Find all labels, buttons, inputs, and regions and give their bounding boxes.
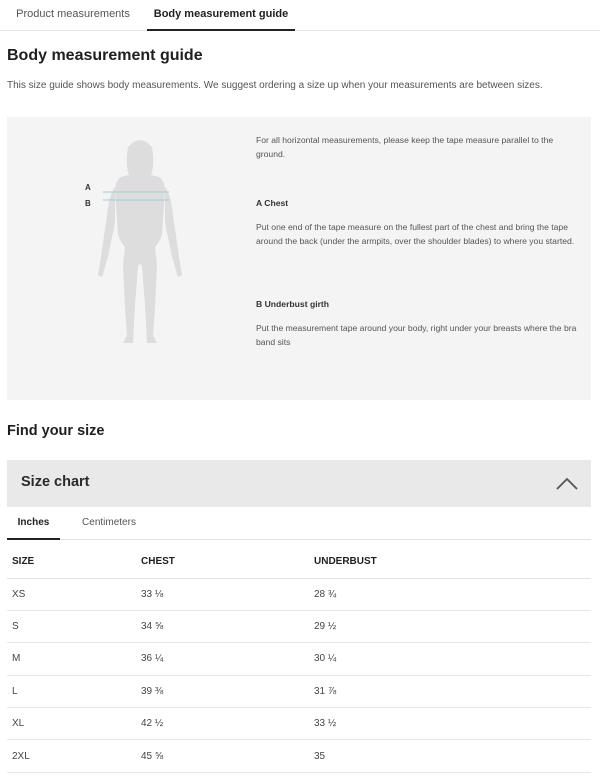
underbust-cell: 30 ¼ xyxy=(309,643,591,675)
chest-cell: 42 ½ xyxy=(136,708,309,740)
size-chart-accordion-header[interactable] xyxy=(7,460,591,507)
underbust-title: B Underbust girth xyxy=(256,299,330,309)
underbust-instructions: Put the measurement tape around your body, right under your breasts where the bra band sits xyxy=(256,323,577,347)
column-header-size: SIZE xyxy=(7,545,136,578)
size-cell: XS xyxy=(7,578,136,610)
chest-cell: 36 ¼ xyxy=(136,643,309,675)
marker-a-label: A xyxy=(85,183,91,192)
chest-title: A Chest xyxy=(256,198,289,208)
top-tab-bar xyxy=(0,0,600,31)
table-row xyxy=(7,675,591,707)
body-silhouette-icon xyxy=(85,135,195,350)
chest-instructions: Put one end of the tape measure on the fullest part of the chest and bring the tape around the back (under the armpits, over the shoulder blades) to where you started. xyxy=(256,222,575,246)
underbust-cell: 29 ½ xyxy=(309,610,591,642)
table-row xyxy=(7,610,591,642)
measurement-guide-panel xyxy=(7,117,591,400)
underbust-cell: 28 ¾ xyxy=(309,578,591,610)
underbust-cell: 33 ½ xyxy=(309,708,591,740)
size-cell: L xyxy=(7,675,136,707)
chest-cell: 33 ⅛ xyxy=(136,578,309,610)
table-row xyxy=(7,578,591,610)
chevron-up-icon[interactable] xyxy=(555,473,579,493)
find-size-title: Find your size xyxy=(7,423,105,439)
tab-body-measurement-guide[interactable]: Body measurement guide xyxy=(147,0,295,31)
underbust-cell: 35 xyxy=(309,740,591,772)
table-header-row xyxy=(7,545,591,578)
size-chart-title: Size chart xyxy=(21,474,90,490)
intro-text: This size guide shows body measurements. We suggest ordering a size up when your measurements are between sizes. xyxy=(7,80,543,91)
size-cell: 2XL xyxy=(7,740,136,772)
column-header-underbust: UNDERBUST xyxy=(309,545,591,578)
column-header-chest: CHEST xyxy=(136,545,309,578)
table-row xyxy=(7,740,591,772)
size-table xyxy=(7,545,591,773)
chest-cell: 45 ⅝ xyxy=(136,740,309,772)
tab-inches[interactable]: Inches xyxy=(7,507,60,540)
size-cell: M xyxy=(7,643,136,675)
tab-centimeters[interactable]: Centimeters xyxy=(82,517,136,528)
size-cell: XL xyxy=(7,708,136,740)
size-cell: S xyxy=(7,610,136,642)
chest-cell: 39 ⅜ xyxy=(136,675,309,707)
chest-cell: 34 ⅝ xyxy=(136,610,309,642)
tape-note: For all horizontal measurements, please keep the tape measure parallel to the ground. xyxy=(256,135,554,159)
page-title: Body measurement guide xyxy=(7,47,203,64)
tab-product-measurements[interactable]: Product measurements xyxy=(16,8,130,20)
unit-tab-bar xyxy=(7,507,591,540)
table-row xyxy=(7,643,591,675)
table-row xyxy=(7,708,591,740)
underbust-cell: 31 ⅞ xyxy=(309,675,591,707)
marker-b-label: B xyxy=(85,199,91,208)
